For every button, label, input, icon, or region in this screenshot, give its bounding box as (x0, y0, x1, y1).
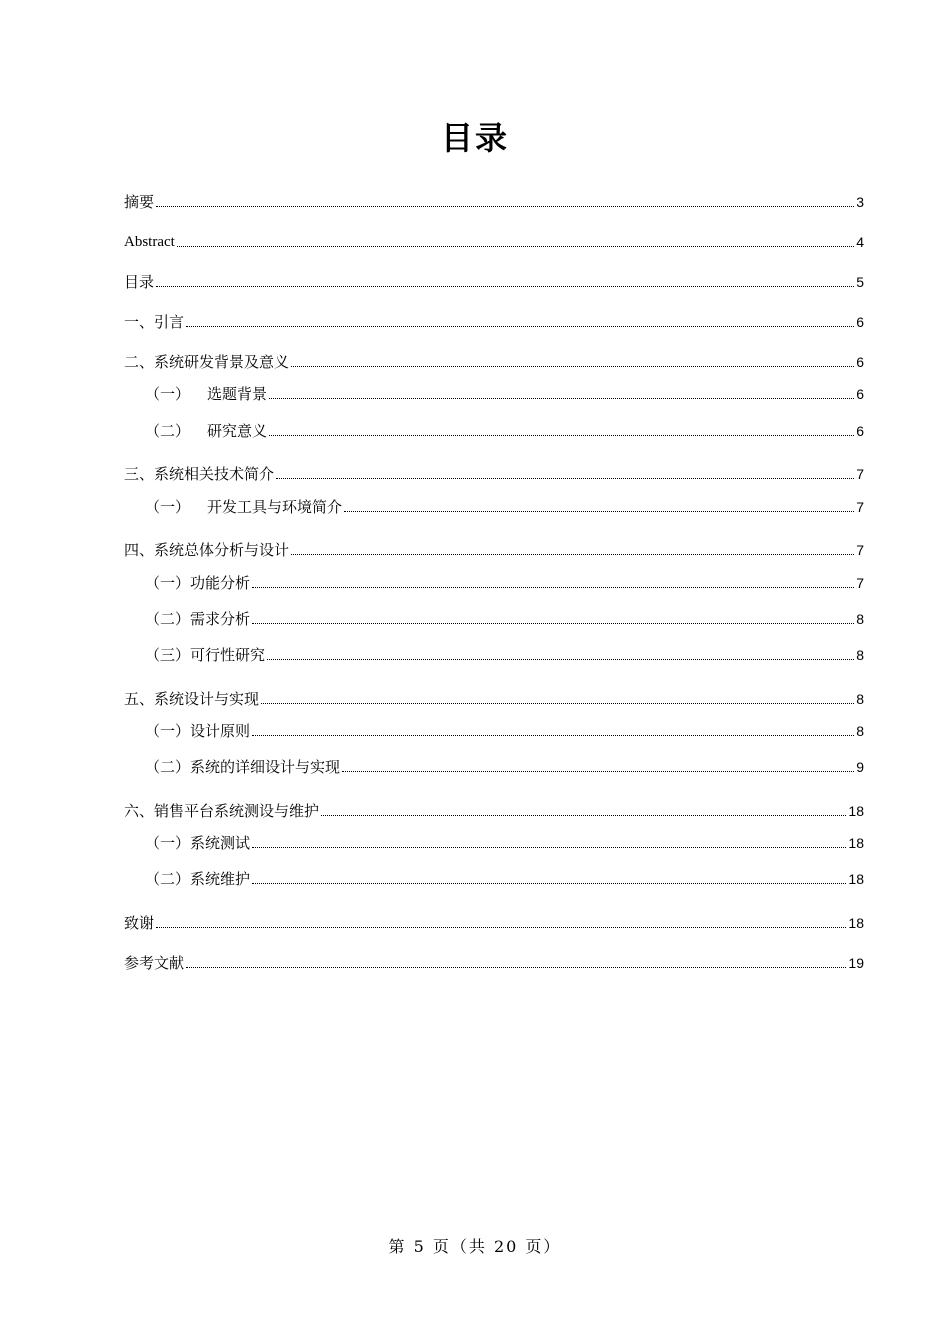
toc-page-number: 7 (856, 542, 864, 558)
toc-page-number: 19 (848, 955, 864, 971)
toc-page-number: 6 (856, 386, 864, 402)
toc-page-number: 3 (856, 194, 864, 210)
toc-page-number: 18 (848, 803, 864, 819)
toc-entry-chapter-6[interactable] (124, 799, 864, 821)
toc-entry-label: （二）需求分析 (145, 610, 251, 628)
toc-entry-number: （二） (145, 422, 191, 440)
toc-entry-label: 目录 (124, 273, 155, 291)
toc-entry-2-2[interactable] (145, 419, 864, 441)
toc-entry-label: （二）系统的详细设计与实现 (145, 758, 341, 776)
toc-entry-label: 三、系统相关技术简介 (124, 465, 275, 483)
toc-entry-label: （一）设计原则 (145, 722, 251, 740)
toc-dot-leader (342, 771, 854, 772)
page-title: 目录 (440, 119, 509, 157)
toc-entry-introduction[interactable] (124, 310, 864, 332)
toc-dot-leader (269, 398, 854, 399)
toc-dot-leader (186, 967, 846, 968)
toc-dot-leader (252, 735, 854, 736)
toc-entry-4-2[interactable] (145, 607, 864, 629)
toc-page-number: 6 (856, 354, 864, 370)
toc-entry-label: （一）功能分析 (145, 574, 251, 592)
toc-page-number: 7 (856, 575, 864, 591)
toc-page-number: 6 (856, 423, 864, 439)
toc-entry-contents[interactable] (124, 270, 864, 292)
toc-entry-label: 摘要 (124, 193, 155, 211)
toc-page-number: 7 (856, 466, 864, 482)
toc-entry-chapter-3[interactable] (124, 462, 864, 484)
toc-entry-chapter-2[interactable] (124, 350, 864, 372)
toc-entry-3-1[interactable] (145, 495, 864, 517)
toc-dot-leader (177, 246, 854, 247)
toc-entry-number: （一） (145, 385, 191, 403)
toc-dot-leader (252, 847, 846, 848)
toc-page-number: 6 (856, 314, 864, 330)
toc-page-number: 18 (848, 871, 864, 887)
toc-dot-leader (252, 587, 854, 588)
toc-entry-label: 四、系统总体分析与设计 (124, 541, 290, 559)
toc-dot-leader (321, 815, 846, 816)
toc-page-number: 4 (856, 234, 864, 250)
toc-entry-6-2[interactable] (145, 867, 864, 889)
toc-entry-label: 二、系统研发背景及意义 (124, 353, 290, 371)
toc-entry-label: 一、引言 (124, 313, 185, 331)
toc-entry-label: 五、系统设计与实现 (124, 690, 260, 708)
toc-entry-label (145, 384, 267, 404)
toc-entry-label: （三）可行性研究 (145, 646, 266, 664)
toc-dot-leader (276, 478, 854, 479)
toc-entry-acknowledgements[interactable] (124, 911, 864, 933)
toc-entry-references[interactable] (124, 951, 864, 973)
toc-entry-label (145, 421, 267, 441)
toc-page-number: 18 (848, 835, 864, 851)
toc-dot-leader (156, 927, 846, 928)
toc-entry-text: 选题背景 (207, 385, 268, 403)
toc-dot-leader (267, 659, 854, 660)
toc-dot-leader (186, 326, 854, 327)
toc-entry-abstract-cn[interactable] (124, 190, 864, 212)
toc-entry-text: 研究意义 (207, 422, 268, 440)
toc-entry-text: 开发工具与环境简介 (207, 498, 343, 516)
toc-entry-label: Abstract (124, 234, 175, 250)
toc-entry-chapter-5[interactable] (124, 687, 864, 709)
toc-dot-leader (269, 435, 854, 436)
toc-page-number: 5 (856, 274, 864, 290)
toc-entry-6-1[interactable] (145, 831, 864, 853)
toc-entry-5-1[interactable] (145, 719, 864, 741)
toc-dot-leader (156, 286, 854, 287)
toc-page-number: 8 (856, 647, 864, 663)
toc-entry-2-1[interactable] (145, 382, 864, 404)
page-footer: 第 5 页（共 20 页） (388, 1237, 562, 1256)
toc-entry-label: 致谢 (124, 914, 155, 932)
toc-dot-leader (344, 511, 854, 512)
toc-dot-leader (252, 623, 854, 624)
toc-entry-4-1[interactable] (145, 571, 864, 593)
toc-page-number: 7 (856, 499, 864, 515)
toc-entry-abstract-en[interactable] (124, 230, 864, 252)
toc-entry-number: （一） (145, 498, 191, 516)
toc-dot-leader (261, 703, 854, 704)
toc-entry-4-3[interactable] (145, 643, 864, 665)
toc-dot-leader (252, 883, 846, 884)
toc-dot-leader (156, 206, 854, 207)
toc-page-number: 8 (856, 611, 864, 627)
toc-entry-5-2[interactable] (145, 755, 864, 777)
toc-page-number: 18 (848, 915, 864, 931)
toc-dot-leader (291, 366, 854, 367)
toc-entry-chapter-4[interactable] (124, 538, 864, 560)
toc-dot-leader (291, 554, 854, 555)
toc-entry-label: （二）系统维护 (145, 870, 251, 888)
toc-entry-label: 参考文献 (124, 954, 185, 972)
toc-entry-label: （一）系统测试 (145, 834, 251, 852)
toc-page-number: 8 (856, 723, 864, 739)
toc-page-number: 9 (856, 759, 864, 775)
toc-entry-label (145, 497, 342, 517)
toc-page-number: 8 (856, 691, 864, 707)
toc-entry-label: 六、销售平台系统测设与维护 (124, 802, 320, 820)
